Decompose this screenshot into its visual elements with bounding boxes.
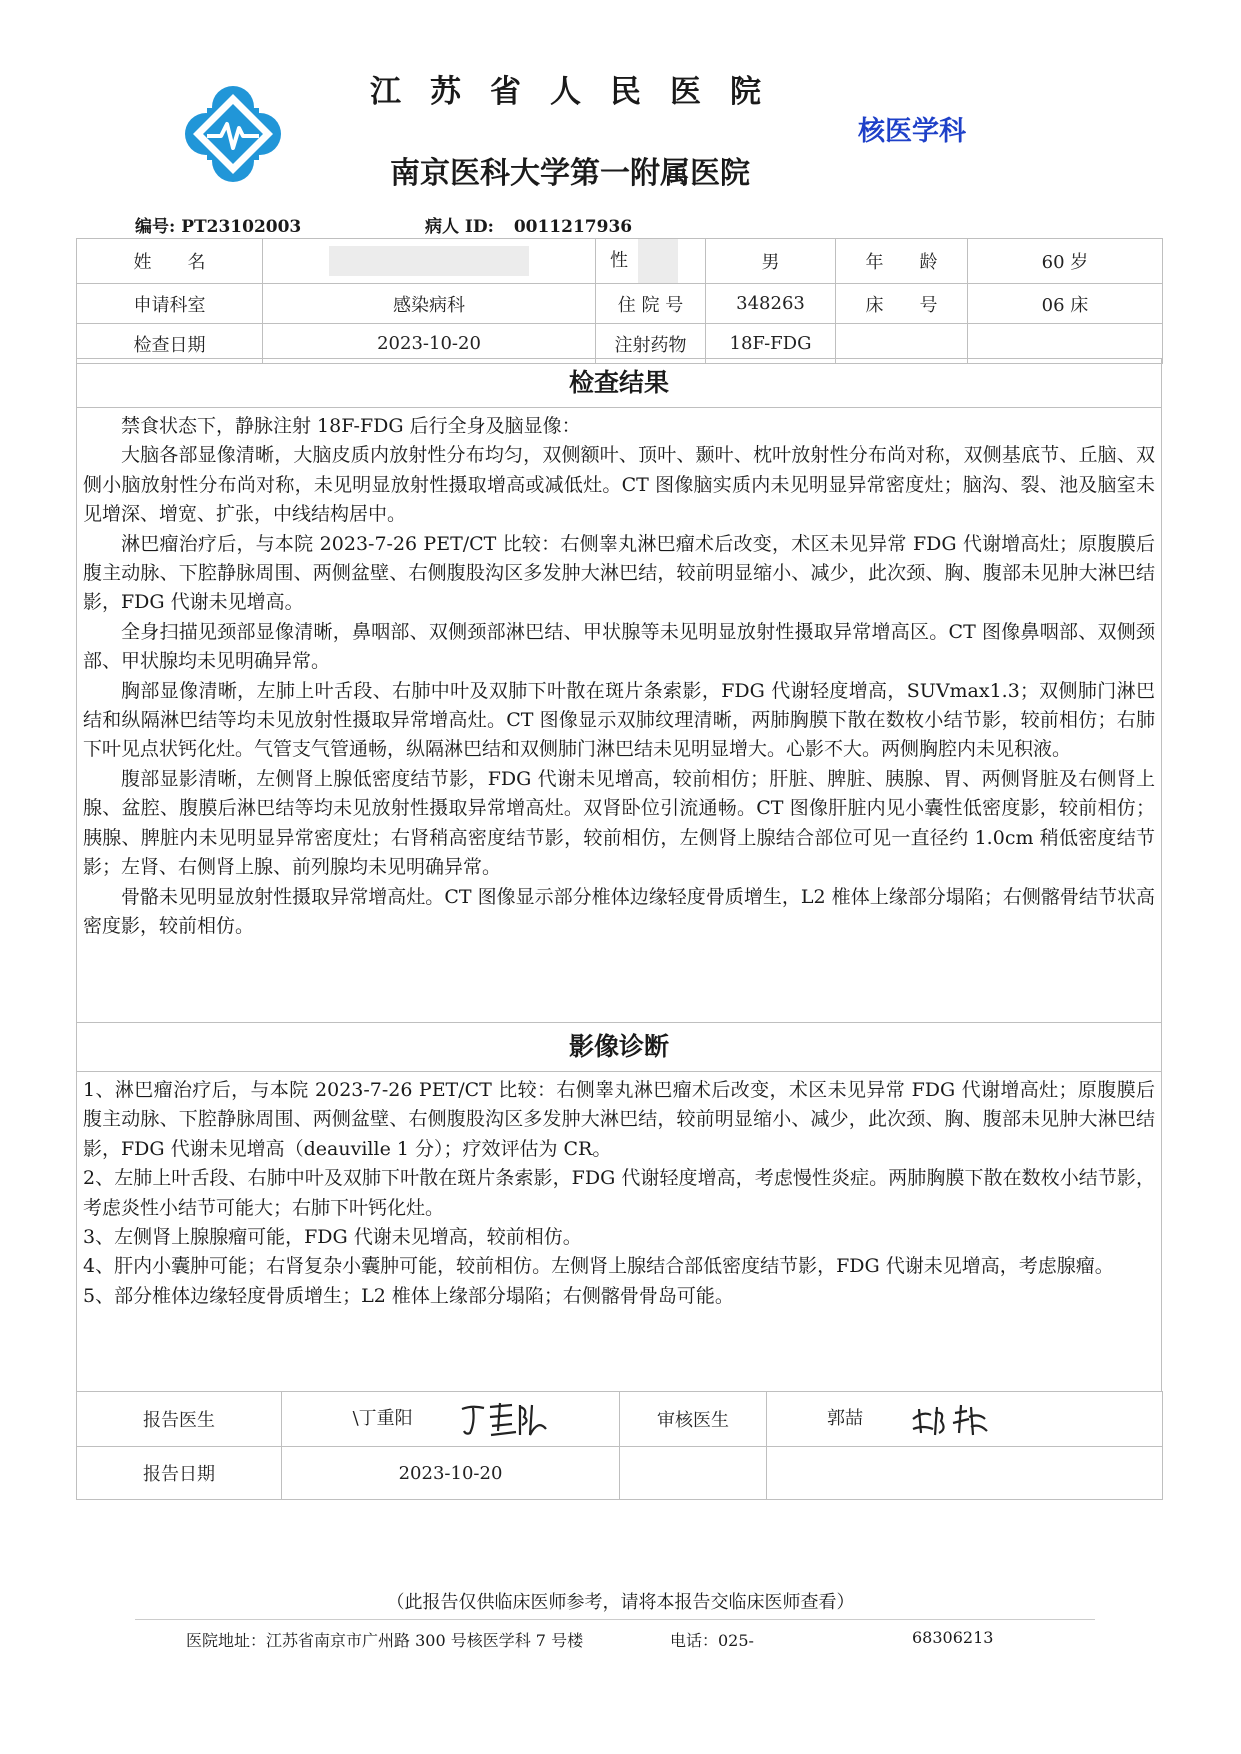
diagnosis-section (76, 1022, 1162, 1392)
report-number (135, 212, 301, 237)
sex-value: 男 (706, 239, 836, 284)
info-row (77, 239, 1163, 284)
diagnosis-title: 影像诊断 (77, 1023, 1161, 1072)
findings-paragraph: 大脑各部显像清晰，大脑皮质内放射性分布均匀，双侧额叶、顶叶、颞叶、枕叶放射性分布尚对称，双侧基底节、丘脑、双侧小脑放射性分布尚对称，未见明显放射性摄取增高或减低灶。CT 图像脑实质内未见明显异常密度灶；脑沟、裂、池及脑室未见增深、增宽、扩张，中线结构居中。 (83, 444, 1155, 526)
findings-paragraph: 腹部显影清晰，左侧肾上腺低密度结节影，FDG 代谢未见增高，较前相仿；肝脏、脾脏、胰腺、胃、两侧肾脏及右侧肾上腺、盆腔、腹膜后淋巴结等均未见放射性摄取异常增高灶。双肾卧位引流通畅。CT 图像肝脏内见小囊性低密度影，较前相仿；胰腺、脾脏内未见明显异常密度灶；右肾稍高密度结节影，较前相仿，左侧肾上腺结合部位可见一直径约 1.0cm 稍低密度结节影；左肾、右侧肾上腺、前列腺均未见明确异常。 (83, 767, 1155, 879)
patient-info-table (76, 238, 1163, 364)
info-row (77, 284, 1163, 324)
findings-paragraph: 骨骼未见明显放射性摄取异常增高灶。CT 图像显示部分椎体边缘轻度骨质增生，L2 椎体上缘部分塌陷；右侧髂骨结节状高密度影，较前相仿。 (83, 885, 1155, 937)
footer-phone-prefix: 电话：025- (670, 1631, 754, 1650)
review-doctor-name: 郭喆 (827, 1408, 863, 1429)
bed-value: 06 床 (968, 284, 1163, 324)
signature-table (76, 1391, 1163, 1500)
review-doctor (767, 1392, 1163, 1447)
patient-id-label: 病人 ID: (425, 217, 494, 237)
report-doctor-name: \丁重阳 (352, 1408, 413, 1429)
redacted-name (329, 246, 529, 276)
findings-paragraph: 淋巴瘤治疗后，与本院 2023-7-26 PET/CT 比较：右侧睾丸淋巴瘤术后改变，术区未见异常 FDG 代谢增高灶；原腹膜后腹主动脉、下腔静脉周围、两侧盆壁、右侧腹股沟区多发肿大淋巴结，较前明显缩小、减少，此次颈、胸、腹部未见肿大淋巴结影，FDG 代谢未见增高。 (83, 532, 1155, 614)
signature-row (77, 1392, 1163, 1447)
footer-divider (135, 1619, 1095, 1620)
signature-row (77, 1447, 1163, 1500)
footer-phone-suffix: 68306213 (912, 1628, 994, 1647)
patient-id-value: 0011217936 (513, 217, 633, 237)
hospital-logo-icon (185, 86, 281, 182)
redacted-mark (638, 239, 678, 283)
sex-label: 性 (596, 239, 706, 284)
university-name: 南京医科大学第一附属医院 (390, 156, 750, 191)
findings-paragraph: 禁食状态下，静脉注射 18F-FDG 后行全身及脑显像： (121, 415, 581, 437)
exam-date-value: 2023-10-20 (263, 324, 596, 364)
report-doctor-label: 报告医生 (77, 1392, 282, 1447)
report-number-value: PT23102003 (181, 217, 302, 237)
drug-label: 注射药物 (596, 324, 706, 364)
age-label: 年 龄 (836, 239, 968, 284)
dept-label: 申请科室 (77, 284, 263, 324)
review-doctor-signature-icon (909, 1399, 989, 1439)
review-doctor-label: 审核医生 (620, 1392, 767, 1447)
footer-note: （此报告仅供临床医师参考，请将本报告交临床医师查看） (386, 1592, 855, 1613)
findings-body (77, 408, 1161, 941)
findings-paragraph: 胸部显像清晰，左肺上叶舌段、右肺中叶及双肺下叶散在斑片条索影，FDG 代谢轻度增高，SUVmax1.3；双侧肺门淋巴结和纵隔淋巴结等均未见放射性摄取异常增高灶。CT 图像显示双肺纹理清晰，两肺胸膜下散在数枚小结节影，较前相仿；右肺下叶见点状钙化灶。气管支气管通畅，纵隔淋巴结和双侧肺门淋巴结未见明显增大。心影不大。两侧胸腔内未见积液。 (83, 679, 1155, 761)
department-name: 核医学科 (858, 116, 966, 147)
drug-value: 18F-FDG (706, 324, 836, 364)
report-number-label: 编号: (135, 217, 176, 237)
findings-section (76, 358, 1162, 1023)
diagnosis-item: 2、左肺上叶舌段、右肺中叶及双肺下叶散在斑片条索影，FDG 代谢轻度增高，考虑慢性炎症。两肺胸膜下散在数枚小结节影，考虑炎性小结节可能大；右肺下叶钙化灶。 (83, 1167, 1155, 1219)
inpatient-value: 348263 (706, 284, 836, 324)
hospital-name: 江苏省人民医院 (370, 74, 790, 110)
findings-paragraph: 全身扫描见颈部显像清晰，鼻咽部、双侧颈部淋巴结、甲状腺等未见明显放射性摄取异常增高区。CT 图像鼻咽部、双侧颈部、甲状腺均未见明确异常。 (83, 620, 1155, 673)
bed-label: 床 号 (836, 284, 968, 324)
age-value: 60 岁 (968, 239, 1163, 284)
report-date-value: 2023-10-20 (282, 1447, 620, 1500)
report-doctor-signature-icon (458, 1399, 548, 1439)
findings-title: 检查结果 (77, 359, 1161, 408)
diagnosis-item: 1、淋巴瘤治疗后，与本院 2023-7-26 PET/CT 比较：右侧睾丸淋巴瘤术后改变，术区未见异常 FDG 代谢增高灶；原腹膜后腹主动脉、下腔静脉周围、两侧盆壁、右侧腹股沟区多发肿大淋巴结，较前明显缩小、减少，此次颈、胸、腹部未见肿大淋巴结影，FDG 代谢未见增高（deauville 1 分）；疗效评估为 CR。 (83, 1079, 1155, 1160)
footer-address: 医院地址：江苏省南京市广州路 300 号核医学科 7 号楼 (186, 1631, 584, 1650)
diagnosis-body (77, 1072, 1161, 1311)
report-doctor (282, 1392, 620, 1447)
report-date-label: 报告日期 (77, 1447, 282, 1500)
name-value (263, 239, 596, 284)
diagnosis-item: 5、部分椎体边缘轻度骨质增生；L2 椎体上缘部分塌陷；右侧髂骨骨岛可能。 (83, 1284, 734, 1307)
patient-id (425, 212, 632, 237)
diagnosis-item: 4、肝内小囊肿可能；右肾复杂小囊肿可能，较前相仿。左侧肾上腺结合部低密度结节影，FDG 代谢未见增高，考虑腺瘤。 (83, 1255, 1114, 1278)
dept-value: 感染病科 (263, 284, 596, 324)
diagnosis-item: 3、左侧肾上腺腺瘤可能，FDG 代谢未见增高，较前相仿。 (83, 1226, 582, 1249)
name-label: 姓 名 (77, 239, 263, 284)
exam-date-label: 检查日期 (77, 324, 263, 364)
inpatient-label: 住 院 号 (596, 284, 706, 324)
